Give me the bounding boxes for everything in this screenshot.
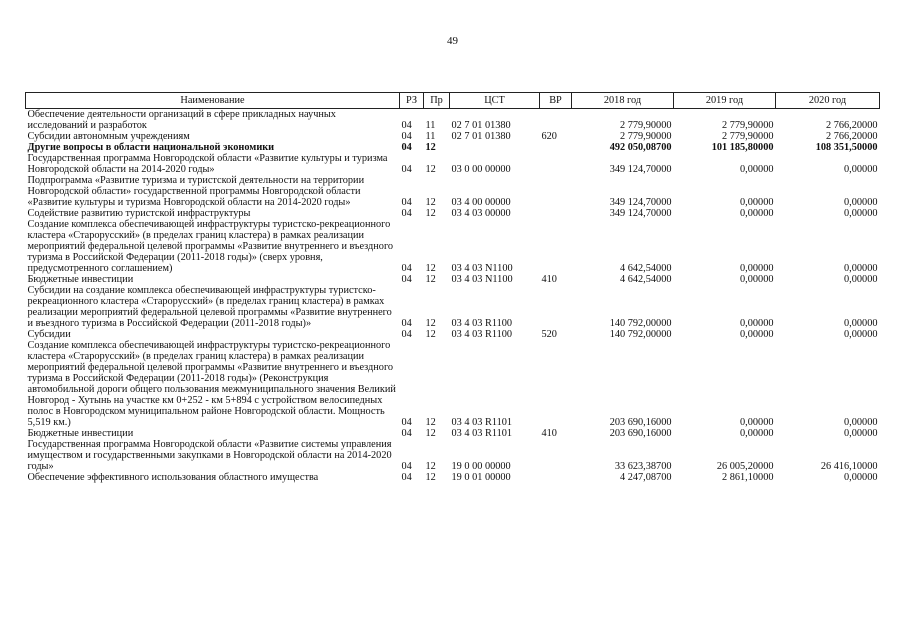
row-vr: 410 — [541, 428, 557, 439]
row-value-2020: 0,00000 — [844, 329, 878, 340]
row-value-2020: 0,00000 — [844, 417, 878, 428]
row-rz: 04 — [401, 120, 412, 131]
row-pr: 12 — [425, 263, 436, 274]
row-pr: 12 — [425, 329, 436, 340]
row-value-2019: 2 779,90000 — [722, 120, 774, 131]
row-vr: 620 — [541, 131, 557, 142]
row-value-2018: 203 690,16000 — [609, 417, 672, 428]
row-vr — [540, 219, 572, 274]
row-cst: 03 4 03 N1100 — [451, 274, 513, 285]
row-rz: 04 — [401, 263, 412, 274]
row-pr: 12 — [425, 461, 436, 472]
row-value-2018: 203 690,16000 — [609, 428, 672, 439]
row-pr: 11 — [425, 131, 436, 142]
row-value-2020: 0,00000 — [844, 263, 878, 274]
column-header-rz: РЗ — [400, 93, 424, 109]
row-value-2020: 108 351,50000 — [815, 142, 878, 153]
row-pr: 12 — [425, 274, 436, 285]
row-rz: 04 — [401, 208, 412, 219]
row-cst: 02 7 01 01380 — [451, 120, 511, 131]
row-name: Обеспечение деятельности организаций в сфере прикладных научных исследований и разработок — [27, 109, 336, 131]
row-value-2020: 0,00000 — [844, 164, 878, 175]
table-header-row — [26, 93, 880, 109]
row-name: Субсидии на создание комплекса обеспечивающей инфраструктуры туристско-рекреационного кластера «Старорусский» (в пределах границ кластера) в рамках реализации мероприятий федеральной целевой программы «Развитие внутреннего и въездного туризма в Российской Федерации (2011-2018 годы)» — [27, 285, 392, 329]
row-name: Государственная программа Новгородской области «Развитие системы управления имуществом и государственными закупками в Новгородской области на 2014-2020 годы» — [27, 439, 392, 472]
row-rz: 04 — [401, 428, 412, 439]
row-value-2019: 101 185,80000 — [711, 142, 774, 153]
row-rz: 04 — [401, 131, 412, 142]
column-header-2020: 2020 год — [776, 93, 880, 109]
row-name: Обеспечение эффективного использования областного имущества — [27, 472, 319, 483]
table-row — [26, 274, 880, 285]
row-rz: 04 — [401, 472, 412, 483]
row-value-2019: 0,00000 — [740, 318, 774, 329]
row-value-2019: 0,00000 — [740, 417, 774, 428]
row-value-2019: 2 861,10000 — [722, 472, 774, 483]
row-value-2020: 2 766,20000 — [826, 131, 878, 142]
row-value-2019: 2 779,90000 — [722, 131, 774, 142]
row-value-2018: 4 642,54000 — [620, 263, 672, 274]
row-cst: 03 4 03 R1101 — [451, 428, 513, 439]
row-value-2020: 2 766,20000 — [826, 120, 878, 131]
row-value-2018: 492 050,08700 — [609, 142, 672, 153]
table-row — [26, 285, 880, 329]
row-value-2020: 0,00000 — [844, 208, 878, 219]
row-cst: 03 4 03 00000 — [451, 208, 511, 219]
row-cst: 03 4 00 00000 — [451, 197, 511, 208]
row-value-2019: 26 005,20000 — [716, 461, 774, 472]
row-value-2019: 0,00000 — [740, 164, 774, 175]
table-row — [26, 131, 880, 142]
row-value-2018: 349 124,70000 — [609, 164, 672, 175]
row-vr: 410 — [541, 274, 557, 285]
row-value-2018: 2 779,90000 — [620, 131, 672, 142]
row-value-2020: 0,00000 — [844, 472, 878, 483]
row-rz: 04 — [401, 417, 412, 428]
row-rz: 04 — [401, 274, 412, 285]
row-vr — [540, 208, 572, 219]
row-value-2019: 0,00000 — [740, 329, 774, 340]
row-value-2018: 4 247,08700 — [620, 472, 672, 483]
row-value-2020: 0,00000 — [844, 274, 878, 285]
row-pr: 12 — [425, 428, 436, 439]
row-vr — [540, 153, 572, 175]
row-value-2018: 33 623,38700 — [614, 461, 672, 472]
page-number: 49 — [447, 35, 458, 47]
table-row — [26, 340, 880, 428]
table-row — [26, 109, 880, 132]
row-value-2020: 0,00000 — [844, 197, 878, 208]
row-rz: 04 — [401, 329, 412, 340]
row-vr — [540, 472, 572, 483]
column-header-2018: 2018 год — [572, 93, 674, 109]
row-value-2018: 140 792,00000 — [609, 329, 672, 340]
row-cst: 03 4 03 R1100 — [451, 329, 513, 340]
row-vr — [540, 142, 572, 153]
row-value-2020: 0,00000 — [844, 428, 878, 439]
row-name: Государственная программа Новгородской области «Развитие культуры и туризма Новгородской области на 2014-2020 годы» — [27, 153, 388, 175]
row-name: Субсидии автономным учреждениям — [27, 131, 190, 142]
column-header-pr: Пр — [424, 93, 450, 109]
column-header-2019: 2019 год — [674, 93, 776, 109]
table-row — [26, 329, 880, 340]
column-header-name: Наименование — [26, 93, 400, 109]
row-value-2019: 0,00000 — [740, 428, 774, 439]
row-name: Содействие развитию туристской инфраструктуры — [27, 208, 251, 219]
row-value-2019: 0,00000 — [740, 197, 774, 208]
row-rz: 04 — [401, 164, 412, 175]
row-rz: 04 — [401, 318, 412, 329]
row-cst: 02 7 01 01380 — [451, 131, 511, 142]
row-pr: 12 — [425, 318, 436, 329]
row-value-2018: 2 779,90000 — [620, 120, 672, 131]
row-value-2019: 0,00000 — [740, 263, 774, 274]
table-body — [26, 109, 880, 484]
row-value-2020: 26 416,10000 — [820, 461, 878, 472]
row-value-2018: 4 642,54000 — [620, 274, 672, 285]
column-header-cst: ЦСТ — [450, 93, 540, 109]
row-cst: 03 4 03 R1101 — [451, 417, 513, 428]
table-row — [26, 439, 880, 472]
row-cst — [450, 142, 540, 153]
row-cst: 03 4 03 R1100 — [451, 318, 513, 329]
row-pr: 12 — [425, 472, 436, 483]
row-cst: 19 0 01 00000 — [451, 472, 511, 483]
row-rz: 04 — [401, 142, 412, 153]
row-rz: 04 — [401, 461, 412, 472]
row-name: Бюджетные инвестиции — [27, 274, 134, 285]
row-rz: 04 — [401, 197, 412, 208]
row-cst: 03 4 03 N1100 — [451, 263, 513, 274]
row-pr: 12 — [425, 197, 436, 208]
row-cst: 19 0 00 00000 — [451, 461, 511, 472]
table-row — [26, 208, 880, 219]
row-vr — [540, 340, 572, 428]
table-row — [26, 219, 880, 274]
row-pr: 12 — [425, 164, 436, 175]
row-value-2018: 349 124,70000 — [609, 197, 672, 208]
row-name: Субсидии — [27, 329, 71, 340]
row-value-2020: 0,00000 — [844, 318, 878, 329]
row-value-2019: 0,00000 — [740, 274, 774, 285]
table-row — [26, 153, 880, 175]
row-pr: 12 — [425, 142, 436, 153]
table-row — [26, 175, 880, 208]
budget-table — [25, 92, 880, 483]
row-vr — [540, 109, 572, 132]
row-name: Другие вопросы в области национальной экономики — [27, 142, 275, 153]
row-vr — [540, 175, 572, 208]
row-name: Подпрограмма «Развитие туризма и туристской деятельности на территории Новгородской области» государственной программы Новгородской области «Развитие культуры и туризма Новгородской области на 2014-2020 годы» — [27, 175, 365, 208]
row-vr — [540, 439, 572, 472]
row-name: Создание комплекса обеспечивающей инфраструктуры туристско-рекреационного кластера «Старорусский» (в пределах границ кластера) в рамках реализации мероприятий федеральной целевой программы «Развитие внутреннего и въездного туризма в Российской Федерации (2011-2018 годы)» (Реконструкция автомобильной дороги общего пользования межмуниципального значения Великий Новгород - Хутынь на участке км 0+252 - км 5+894 с устройством велосипедных полос в Новгородском муниципальном районе Новгородской области. Мощность 5,519 км.) — [27, 340, 396, 428]
row-vr: 520 — [541, 329, 557, 340]
row-value-2018: 140 792,00000 — [609, 318, 672, 329]
row-pr: 12 — [425, 208, 436, 219]
column-header-vr: ВР — [540, 93, 572, 109]
table-row — [26, 142, 880, 153]
row-cst: 03 0 00 00000 — [451, 164, 511, 175]
row-pr: 11 — [425, 120, 436, 131]
row-pr: 12 — [425, 417, 436, 428]
table-row — [26, 472, 880, 483]
row-value-2019: 0,00000 — [740, 208, 774, 219]
row-value-2018: 349 124,70000 — [609, 208, 672, 219]
row-name: Бюджетные инвестиции — [27, 428, 134, 439]
row-name: Создание комплекса обеспечивающей инфраструктуры туристско-рекреационного кластера «Старорусский» (в пределах границ кластера) в рамках реализации мероприятий федеральной целевой программы «Развитие внутреннего и въездного туризма в Российской Федерации (2011-2018 годы)» (сверх уровня, предусмотренного соглашением) — [27, 219, 394, 274]
table-row — [26, 428, 880, 439]
row-vr — [540, 285, 572, 329]
